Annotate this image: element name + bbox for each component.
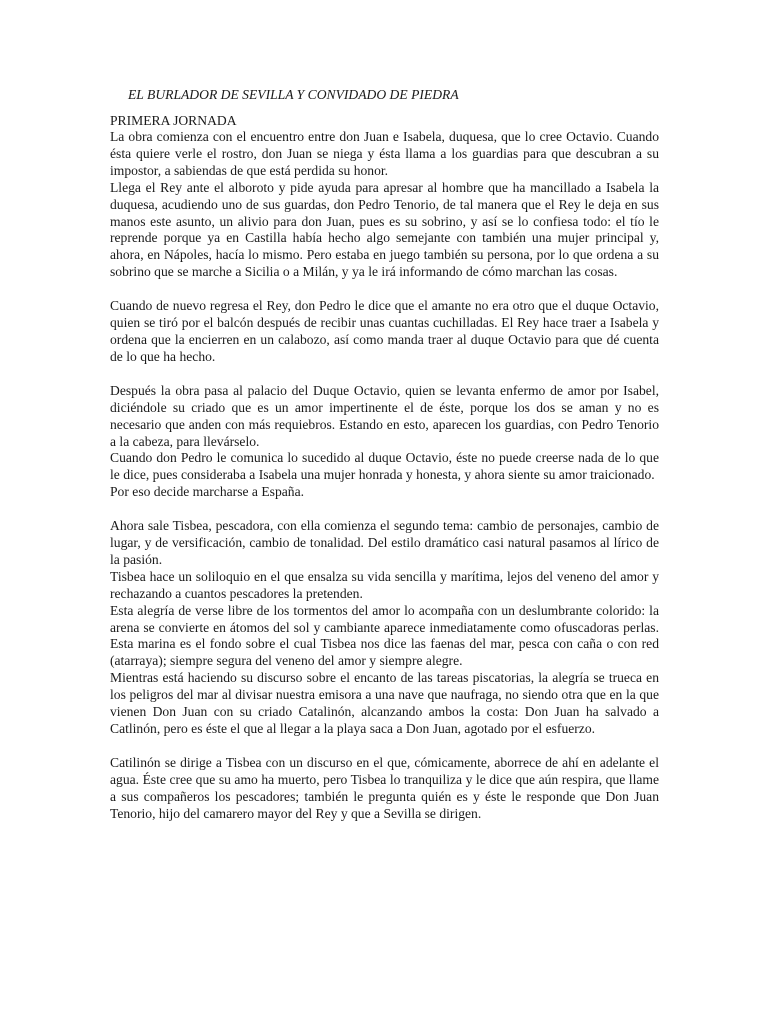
- paragraph: Llega el Rey ante el alboroto y pide ayuda para apresar al hombre que ha mancillado a Isabela la duquesa, acudiendo uno de sus guardas, don Pedro Tenorio, de tal manera que el Rey le deja en sus manos este asunto, un alivio para don Juan, pues es su sobrino, y así se lo confiesa todo: el tío le reprende porque ya en Castilla había hecho algo semejante con también una mujer principal y, ahora, en Nápoles, hacía lo mismo. Pero estaba en juego también su persona, por lo que ordena a su sobrino que se marche a Sicilia o a Milán, y ya le irá informando de cómo marchan las cosas.: [110, 179, 659, 280]
- paragraph: Cuando de nuevo regresa el Rey, don Pedro le dice que el amante no era otro que el duque Octavio, quien se tiró por el balcón después de recibir unas cuantas cuchilladas. El Rey hace traer a Isabela y ordena que la encierren en un calabozo, así como manda traer al duque Octavio para que dé cuenta de lo que ha hecho.: [110, 298, 659, 364]
- paragraph: Después la obra pasa al palacio del Duque Octavio, quien se levanta enfermo de amor por Isabel, diciéndole su criado que es un amor impertinente el de éste, porque los dos se aman y no es necesario que anden con más requiebros. Estando en esto, aparecen los guardias, con Pedro Tenorio a la cabeza, para llevárselo.: [110, 382, 659, 449]
- section-heading: PRIMERA JORNADA: [110, 113, 237, 128]
- document-body: [110, 129, 659, 823]
- paragraph-gap: [110, 501, 659, 518]
- paragraph: Tisbea hace un soliloquio en el que ensalza su vida sencilla y marítima, lejos del veneno del amor y rechazando a cuantos pescadores la pretenden.: [110, 568, 659, 601]
- paragraph: Esta alegría de verse libre de los tormentos del amor lo acompaña con un deslumbrante colorido: la arena se convierte en átomos del sol y cambiante aparece inmediatamente como ofuscadoras perlas. Esta marina es el fondo sobre el cual Tisbea nos dice las faenas del mar, pesca con caña o con red (atarraya); siempre segura del veneno del amor y siempre alegre.: [110, 602, 659, 669]
- paragraph: Ahora sale Tisbea, pescadora, con ella comienza el segundo tema: cambio de personajes, cambio de lugar, y de versificación, cambio de tonalidad. Del estilo dramático casi natural pasamos al lírico de la pasión.: [110, 518, 659, 567]
- paragraph: Cuando don Pedro le comunica lo sucedido al duque Octavio, éste no puede creerse nada de lo que le dice, pues consideraba a Isabela una mujer honrada y honesta, y ahora siente su amor traicionado.: [110, 450, 659, 483]
- paragraph: Por eso decide marcharse a España.: [110, 484, 305, 500]
- paragraph: Mientras está haciendo su discurso sobre el encanto de las tareas piscatorias, la alegría se trueca en los peligros del mar al divisar nuestra emisora a una nave que naufraga, no siendo otra que en la que vienen Don Juan con su criado Catalinón, alcanzando ambos la costa: Don Juan ha salvado a Catlinón, pero es éste el que al llegar a la playa saca a Don Juan, agotado por el esfuerzo.: [110, 670, 659, 736]
- paragraph-gap: [110, 366, 659, 383]
- paragraph-gap: [110, 738, 659, 755]
- paragraph-gap: [110, 281, 659, 298]
- paragraph: Catilinón se dirige a Tisbea con un discurso en el que, cómicamente, aborrece de ahí en adelante el agua. Éste cree que su amo ha muerto, pero Tisbea lo tranquiliza y le dice que aún respira, que llame a sus compañeros los pescadores; también le pregunta quién es y éste le responde que Don Juan Tenorio, hijo del camarero mayor del Rey y que a Sevilla se dirigen.: [110, 754, 659, 821]
- document-page: [110, 86, 659, 823]
- document-title: EL BURLADOR DE SEVILLA Y CONVIDADO DE PIEDRA: [128, 87, 459, 102]
- paragraph: La obra comienza con el encuentro entre don Juan e Isabela, duquesa, que lo cree Octavio. Cuando ésta quiere verle el rostro, don Juan se niega y ésta llama a los guardias para que descubran a su impostor, a sabiendas de que está perdida su honor.: [110, 129, 659, 178]
